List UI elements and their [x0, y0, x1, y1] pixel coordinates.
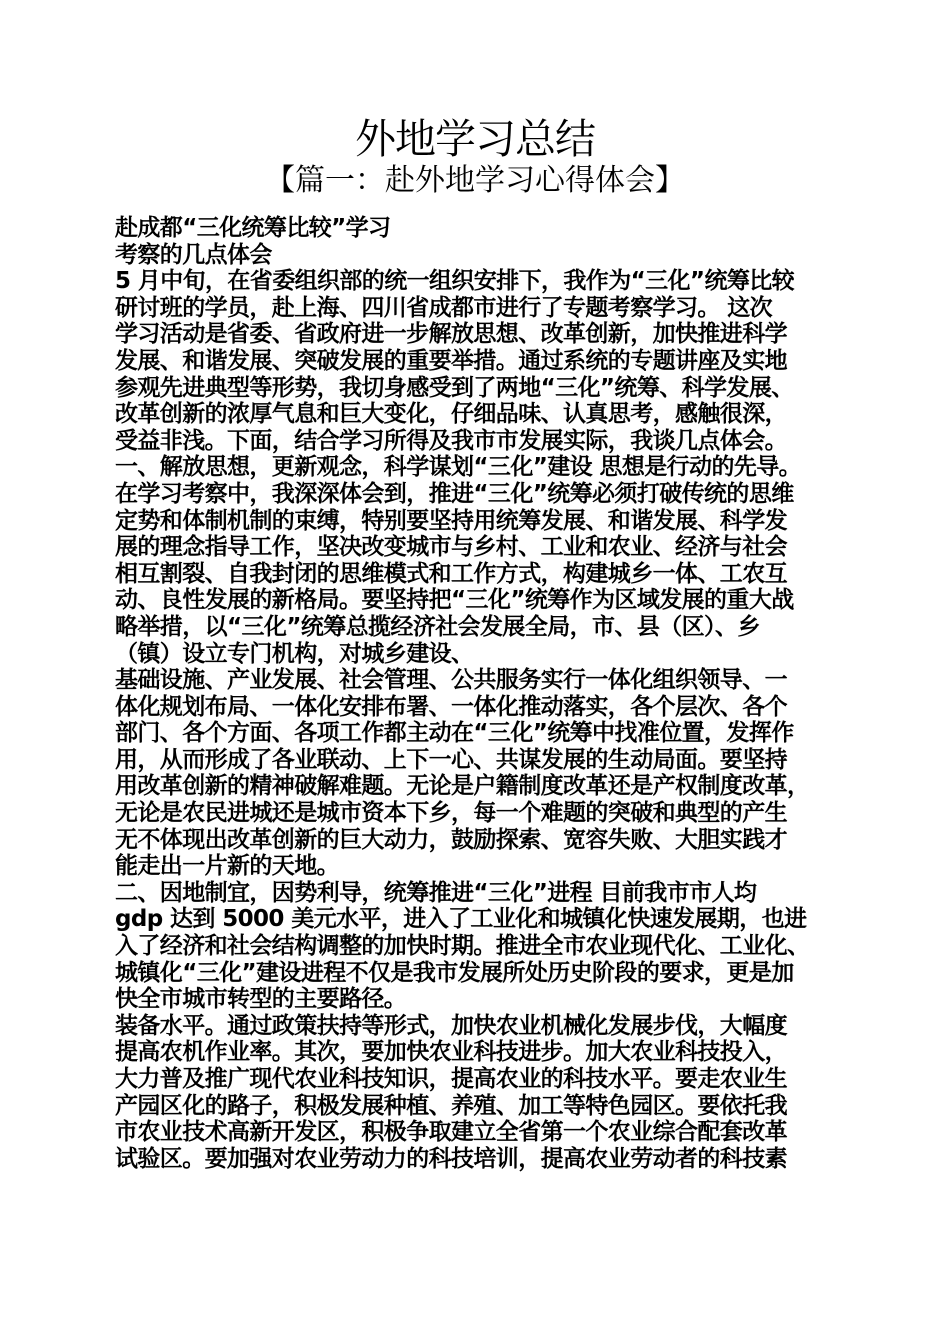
text-line: 城镇化“三化”建设进程不仅是我市发展所处历史阶段的要求，更是加 — [115, 959, 794, 986]
text-line: 定势和体制机制的束缚，特别要坚持用统筹发展、和谐发展、科学发 — [115, 507, 788, 534]
text-line: 在学习考察中，我深深体会到，推进“三化”统筹必须打破传统的思维 — [115, 480, 794, 507]
text-line: 展的理念指导工作，坚决改变城市与乡村、工业和农业、经济与社会 — [115, 534, 788, 561]
text-line: 用改革创新的精神破解难题。无论是户籍制度改革还是产权制度改革， — [115, 773, 810, 800]
document-subtitle: 【篇一：赴外地学习心得体会】 — [265, 163, 685, 198]
text-line: 无不体现出改革创新的巨大动力，鼓励探索、宽容失败、大胆实践才 — [115, 826, 788, 853]
text-line: 略举措，以“三化”统筹总揽经济社会发展全局，市、县（区）、乡 — [115, 613, 760, 640]
text-line: 二、因地制宜，因势利导，统筹推进“三化”进程 目前我市市人均 — [115, 879, 757, 906]
text-line: 试验区。要加强对农业劳动力的科技培训，提高农业劳动者的科技素 — [115, 1145, 788, 1172]
text-line: 部门、各个方面、各项工作都主动在“三化”统筹中找准位置，发挥作 — [115, 720, 794, 747]
text-line: 能走出一片新的天地。 — [115, 853, 340, 880]
text-line: 一、解放思想，更新观念，科学谋划“三化”建设 思想是行动的先导。 — [115, 454, 802, 481]
text-line: 赴成都“三化统筹比较”学习 — [115, 215, 391, 241]
document-title: 外地学习总结 — [355, 115, 595, 163]
text-line: 装备水平。通过政策扶持等形式，加快农业机械化发展步伐，大幅度 — [115, 1012, 788, 1039]
text-line: 产园区化的路子，积极发展种植、养殖、加工等特色园区。要依托我 — [115, 1092, 788, 1119]
text-line: 改革创新的浓厚气息和巨大变化，仔细品味、认真思考，感触很深， — [115, 401, 788, 428]
text-line: 发展、和谐发展、突破发展的重要举措。通过系统的专题讲座及实地 — [115, 347, 788, 374]
text-line: 体化规划布局、一体化安排布署、一体化推动落实，各个层次、各个 — [115, 693, 788, 720]
text-line: 入了经济和社会结构调整的加快时期。推进全市农业现代化、工业化、 — [115, 933, 810, 960]
text-line: 用，从而形成了各业联动、上下一心、共谋发展的生动局面。要坚持 — [115, 746, 788, 773]
text-line: 学习活动是省委、省政府进一步解放思想、改革创新，加快推进科学 — [115, 321, 788, 348]
text-line: 无论是农民进城还是城市资本下乡，每一个难题的突破和典型的产生 — [115, 800, 788, 827]
text-line: gdp 达到 5000 美元水平，进入了工业化和城镇化快速发展期，也进 — [115, 906, 807, 933]
text-line: 受益非浅。下面，结合学习所得及我市市发展实际，我谈几点体会。 — [115, 427, 788, 454]
text-line: 参观先进典型等形势，我切身感受到了两地“三化”统筹、科学发展、 — [115, 374, 794, 401]
text-line: 市农业技术高新开发区，积极争取建立全省第一个农业综合配套改革 — [115, 1119, 788, 1146]
text-line: 大力普及推广现代农业科技知识，提高农业的科技水平。要走农业生 — [115, 1066, 788, 1092]
text-line: 动、良性发展的新格局。要坚持把“三化”统筹作为区域发展的重大战 — [115, 587, 794, 614]
text-line: 基础设施、产业发展、社会管理、公共服务实行一体化组织领导、一 — [115, 667, 788, 694]
text-line: 研讨班的学员，赴上海、四川省成都市进行了专题考察学习。 这次 — [115, 294, 773, 321]
text-line: 考察的几点体会 — [115, 241, 272, 268]
text-line: （镇）设立专门机构，对城乡建设、 — [115, 640, 474, 667]
document-body — [115, 215, 855, 1172]
text-line: 快全市城市转型的主要路径。 — [115, 986, 407, 1013]
text-line: 提高农机作业率。其次，要加快农业科技进步。加大农业科技投入， — [115, 1039, 788, 1066]
text-line: 相互割裂、自我封闭的思维模式和工作方式，构建城乡一体、工农互 — [115, 560, 788, 587]
text-line: 5 月中旬，在省委组织部的统一组织安排下，我作为“三化”统筹比较 — [115, 268, 795, 295]
